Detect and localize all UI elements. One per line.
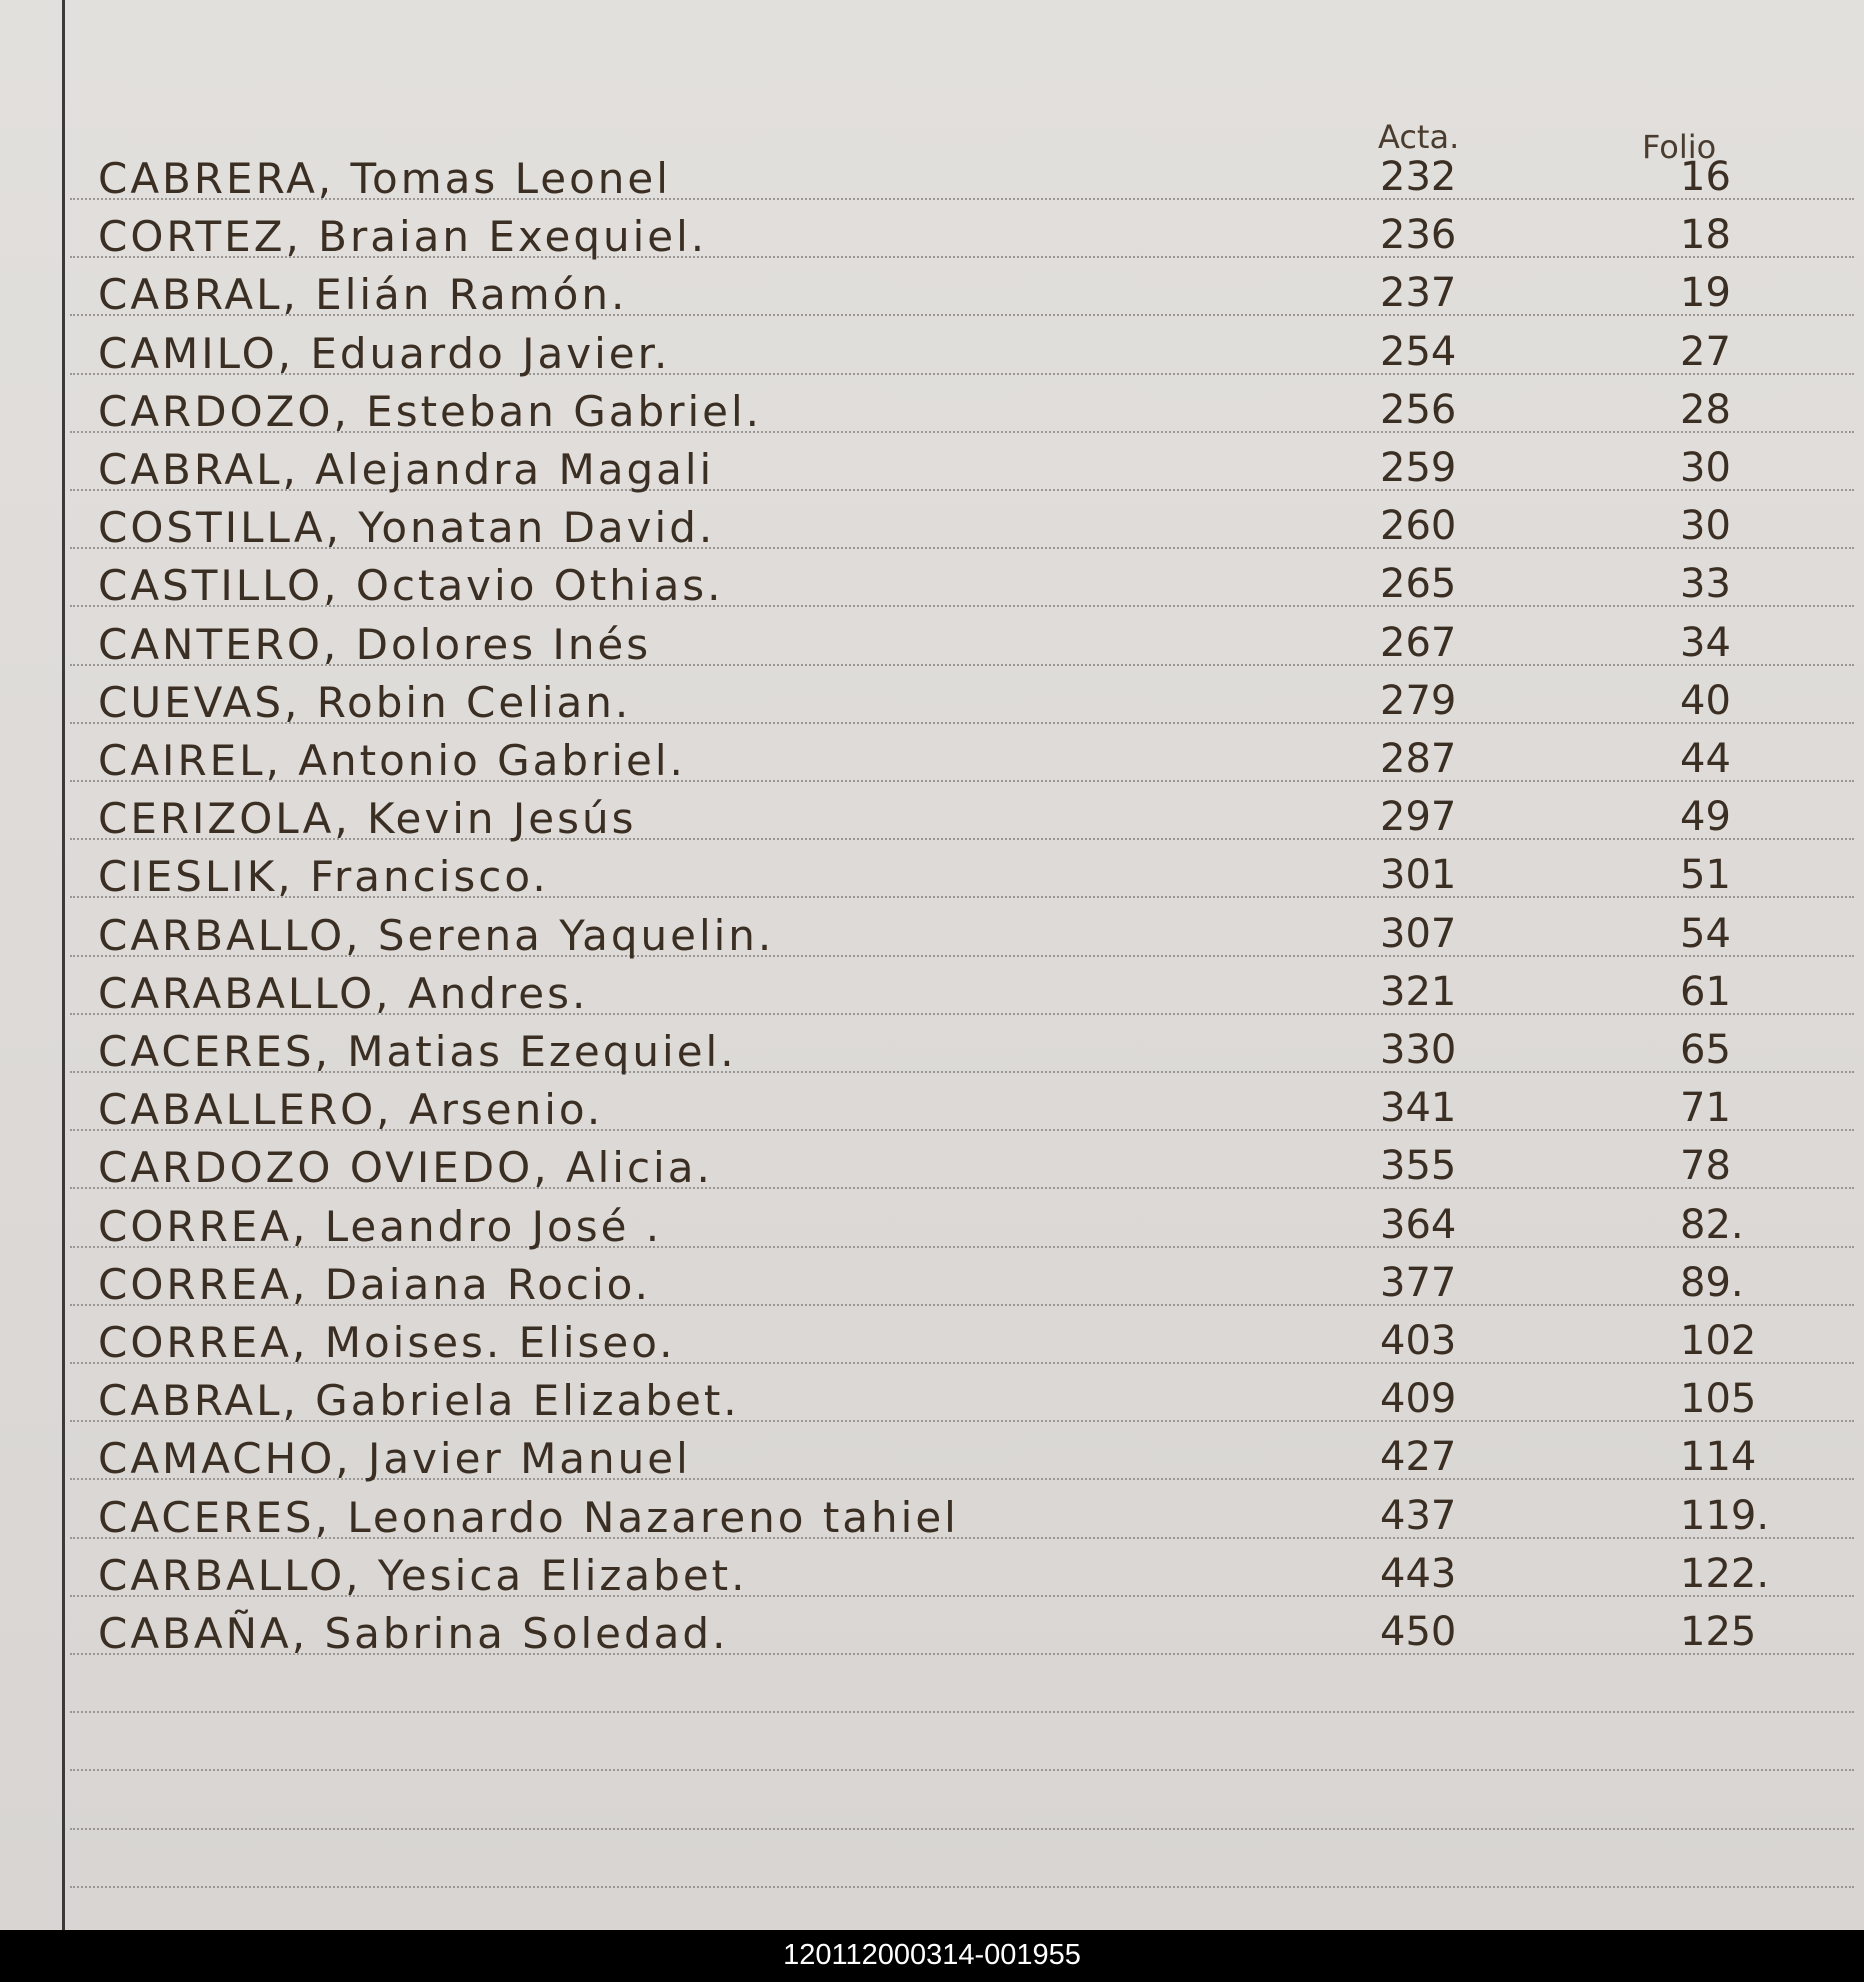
entry-acta: 403 xyxy=(1380,1318,1457,1364)
entry-name: CAMILO, Eduardo Javier. xyxy=(98,329,671,378)
entry-acta: 254 xyxy=(1380,329,1457,375)
entry-name: CACERES, Leonardo Nazareno tahiel xyxy=(98,1493,959,1542)
entry-folio: 61 xyxy=(1680,969,1731,1015)
table-row xyxy=(0,844,1864,902)
entry-folio: 54 xyxy=(1680,911,1731,957)
entry-acta: 443 xyxy=(1380,1551,1457,1597)
entry-name: CARABALLO, Andres. xyxy=(98,969,589,1018)
entry-folio: 119. xyxy=(1680,1493,1770,1539)
entry-name: CABRAL, Alejandra Magali xyxy=(98,445,715,494)
table-row xyxy=(0,204,1864,262)
entry-acta: 450 xyxy=(1380,1609,1457,1655)
entry-acta: 259 xyxy=(1380,445,1457,491)
entry-folio: 30 xyxy=(1680,445,1731,491)
table-row xyxy=(0,1252,1864,1310)
entry-name: CARBALLO, Yesica Elizabet. xyxy=(98,1551,748,1600)
entry-folio: 71 xyxy=(1680,1085,1731,1131)
entry-acta: 341 xyxy=(1380,1085,1457,1131)
entry-folio: 18 xyxy=(1680,212,1731,258)
column-header-folio: Folio xyxy=(1642,128,1717,166)
table-row xyxy=(0,1194,1864,1252)
entry-name: CARDOZO, Esteban Gabriel. xyxy=(98,387,763,436)
entry-name: CORREA, Leandro José . xyxy=(98,1202,663,1251)
entry-folio: 51 xyxy=(1680,852,1731,898)
entry-name: CERIZOLA, Kevin Jesús xyxy=(98,794,637,843)
table-row xyxy=(0,1077,1864,1135)
entry-acta: 330 xyxy=(1380,1027,1457,1073)
entry-acta: 260 xyxy=(1380,503,1457,549)
entry-name: CABAÑA, Sabrina Soledad. xyxy=(98,1609,729,1658)
entry-folio: 102 xyxy=(1680,1318,1757,1364)
entry-name: CUEVAS, Robin Celian. xyxy=(98,678,632,727)
table-row xyxy=(0,728,1864,786)
table-row xyxy=(0,612,1864,670)
entry-folio: 78 xyxy=(1680,1143,1731,1189)
entry-acta: 267 xyxy=(1380,620,1457,666)
entry-folio: 105 xyxy=(1680,1376,1757,1422)
entry-name: CANTERO, Dolores Inés xyxy=(98,620,652,669)
entry-acta: 355 xyxy=(1380,1143,1457,1189)
table-row xyxy=(0,1601,1864,1659)
entry-acta: 437 xyxy=(1380,1493,1457,1539)
entry-acta: 364 xyxy=(1380,1202,1457,1248)
entry-name: CORREA, Moises. Eliseo. xyxy=(98,1318,676,1367)
table-row xyxy=(0,1019,1864,1077)
entry-acta: 321 xyxy=(1380,969,1457,1015)
entry-acta: 301 xyxy=(1380,852,1457,898)
entry-name: CIESLIK, Francisco. xyxy=(98,852,549,901)
entry-folio: 27 xyxy=(1680,329,1731,375)
entry-name: CAMACHO, Javier Manuel xyxy=(98,1434,691,1483)
entry-name: CABRAL, Gabriela Elizabet. xyxy=(98,1376,740,1425)
table-row xyxy=(0,1135,1864,1193)
entry-name: CAIREL, Antonio Gabriel. xyxy=(98,736,686,785)
entry-name: COSTILLA, Yonatan David. xyxy=(98,503,716,552)
entry-name: CACERES, Matias Ezequiel. xyxy=(98,1027,737,1076)
entry-folio: 89. xyxy=(1680,1260,1744,1306)
footer-bar xyxy=(0,1930,1864,1982)
entry-folio: 44 xyxy=(1680,736,1731,782)
table-row xyxy=(0,437,1864,495)
table-row xyxy=(0,262,1864,320)
entry-acta: 307 xyxy=(1380,911,1457,957)
table-row xyxy=(0,379,1864,437)
table-row xyxy=(0,1426,1864,1484)
entry-name: CORTEZ, Braian Exequiel. xyxy=(98,212,708,261)
entry-acta: 287 xyxy=(1380,736,1457,782)
entry-name: CABALLERO, Arsenio. xyxy=(98,1085,604,1134)
entry-acta: 232 xyxy=(1380,154,1457,200)
table-row xyxy=(0,1310,1864,1368)
table-row xyxy=(0,1543,1864,1601)
entry-folio: 65 xyxy=(1680,1027,1731,1073)
entry-folio: 28 xyxy=(1680,387,1731,433)
table-row xyxy=(0,495,1864,553)
entry-acta: 236 xyxy=(1380,212,1457,258)
table-row xyxy=(0,321,1864,379)
entry-name: CABRERA, Tomas Leonel xyxy=(98,154,671,203)
entry-acta: 377 xyxy=(1380,1260,1457,1306)
entry-folio: 122. xyxy=(1680,1551,1770,1597)
entry-acta: 297 xyxy=(1380,794,1457,840)
entry-acta: 409 xyxy=(1380,1376,1457,1422)
entry-folio: 125 xyxy=(1680,1609,1757,1655)
entry-folio: 30 xyxy=(1680,503,1731,549)
table-row xyxy=(0,903,1864,961)
entry-name: CABRAL, Elián Ramón. xyxy=(98,270,628,319)
entry-name: CARDOZO OVIEDO, Alicia. xyxy=(98,1143,713,1192)
entry-folio: 16 xyxy=(1680,154,1731,200)
table-row xyxy=(0,1368,1864,1426)
table-row xyxy=(0,786,1864,844)
table-row xyxy=(0,961,1864,1019)
entry-name: CASTILLO, Octavio Othias. xyxy=(98,561,724,610)
table-row xyxy=(0,146,1864,204)
table-row xyxy=(0,1485,1864,1543)
entry-name: CARBALLO, Serena Yaquelin. xyxy=(98,911,775,960)
entry-acta: 427 xyxy=(1380,1434,1457,1480)
entry-folio: 82. xyxy=(1680,1202,1744,1248)
document-id: 120112000314-001955 xyxy=(783,1939,1081,1971)
table-row xyxy=(0,670,1864,728)
entry-folio: 19 xyxy=(1680,270,1731,316)
entry-folio: 33 xyxy=(1680,561,1731,607)
entry-acta: 237 xyxy=(1380,270,1457,316)
column-header-acta: Acta. xyxy=(1378,118,1460,156)
entry-folio: 34 xyxy=(1680,620,1731,666)
table-row xyxy=(0,553,1864,611)
entry-acta: 265 xyxy=(1380,561,1457,607)
entry-name: CORREA, Daiana Rocio. xyxy=(98,1260,651,1309)
entry-acta: 279 xyxy=(1380,678,1457,724)
entry-folio: 49 xyxy=(1680,794,1731,840)
entry-folio: 114 xyxy=(1680,1434,1757,1480)
entry-acta: 256 xyxy=(1380,387,1457,433)
entry-folio: 40 xyxy=(1680,678,1731,724)
